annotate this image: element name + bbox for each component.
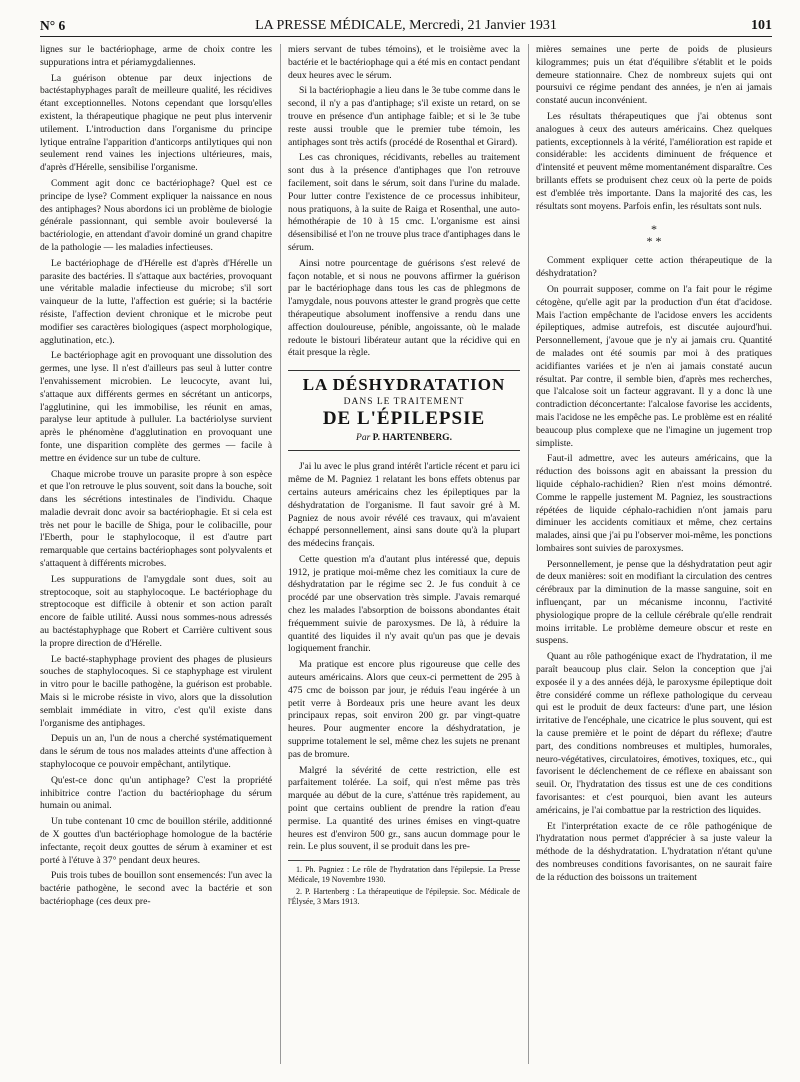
paragraph: Personnellement, je pense que la déshydratation peut agir de deux manières: soit en modifiant la circulation des centres cérébraux par la diminution de la masse sanguine, soit en influençant, par un mécanisme inconnu, l'activité physiologique propre de la cellule cérébrale qu'elle rendrait moins irritable. Le problème demeure obscur et reste en suspens. xyxy=(536,558,772,647)
paragraph: Le bactériophage de d'Hérelle est d'après d'Hérelle un parasite des bactéries. Il s'attaque aux bactéries, provoquant une véritable maladie infectieuse du microbe; s'il sort vainqueur de la lutte, l'affection est guérie; si la bactérie résiste, l'affection devient chronique et le microbe peut modifier ses caractères biologiques (aspect morphologique, agglutination, etc.). xyxy=(40,257,272,346)
section-separator: * * * xyxy=(646,222,662,249)
paragraph: La guérison obtenue par deux injections de bactéstaphyphages paraît de meilleure qualité, les récidives étant exceptionnelles. Notons cependant que lorsqu'elles existent, la thérapeutique phagique ne peut plus intervenir utilement. L'introduction dans l'organisme du principe lytique entraîne l'apparition d'anticorps antilytiques qui non seulement rend vaines les injections ultérieures, mais, d'après d'Hérelle, sensibilise l'organisme. xyxy=(40,72,272,174)
byline-prefix: Par xyxy=(356,432,371,443)
column-1 xyxy=(40,44,272,912)
column-divider xyxy=(528,44,529,1064)
issue-number: N° 6 xyxy=(40,18,66,33)
paragraph: Et l'interprétation exacte de ce rôle pathogénique de l'hydratation nous permet d'apprécier à sa juste valeur la méthode de la déshydratation. L'hydratation n'étant qu'une des nombreuses conditions favorisantes, on ne saurait faire de la réduction des boissons un traitement xyxy=(536,820,772,883)
paragraph: Le bacté-staphyphage provient des phages de plusieurs souches de staphylocoques. Si ce staphyphage est virulent in vitro pour le bacille pathogène, la guérison est probable. Mais si le microbe résiste in vivo, alors que la dissolution semblait immédiate in vitro, c'est qu'il existe dans l'organisme des antiphages. xyxy=(40,653,272,729)
footnote: 2. P. Hartenberg : La thérapeutique de l'épilepsie. Soc. Médicale de l'Élysée, 3 Mars 1913. xyxy=(288,887,520,907)
paragraph: lignes sur le bactériophage, arme de choix contre les suppurations intra et périamygdaliennes. xyxy=(40,44,272,68)
paragraph: On pourrait supposer, comme on l'a fait pour le régime cétogène, qu'elle agit par la production d'un état d'acidose. Mais l'action empêchante de l'acidose envers les accidents épileptiques, admise autrefois, est discutée aujourd'hui. Personnellement, j'avoue que je n'y ai jamais cru. Quantité de malades ont été soumis par moi à des pratiques acidifiantes variées et je n'en ai jamais constaté aucun résultat. Par contre, il semble bien, d'après mes recherches, que l'alcalose soit un facteur aggravant. Il y a donc là une contradiction déconcertante: l'alcalose favorise les accidents, mais l'acidose ne les empêche pas. Le problème est en réalité beaucoup plus complexe que ne l'imagine un jugement trop simpliste. xyxy=(536,283,772,449)
paragraph: Les résultats thérapeutiques que j'ai obtenus sont analogues à ceux des auteurs américains. Chez quelques patients, exceptionnels à la vérité, l'amélioration est rapide et considérable: les accidents diminuent de fréquence et d'intensité et peuvent même momentanément disparaître. Ces brillants effets se produisent chez ceux où la perte de poids est d'emblée très importante. Dans la majorité des cas, les résultats sont moyens. Parfois enfin, les résultats sont nuls. xyxy=(536,110,772,212)
paragraph: J'ai lu avec le plus grand intérêt l'article récent et paru ici même de M. Pagniez 1 relatant les bons effets obtenus par certains auteurs américains chez les épileptiques par la déshydratation de l'organisme. Il faut savoir gré à M. Pagniez de nous avoir révélé ces travaux, qui m'avaient échappé personnellement, ainsi sans doute qu'à la plupart des médecins français. xyxy=(288,461,520,550)
paragraph: Les suppurations de l'amygdale sont dues, soit au streptocoque, soit au staphylocoque. Le bactériophage du streptocoque est difficile à obtenir et son action paraît encore de faible utilité. Aussi nous sommes-nous adressés au bactéstaphyphage que Robert et Carrière cultivent sous la propre direction de d'Hérelle. xyxy=(40,573,272,649)
footnotes xyxy=(288,860,520,907)
column-3 xyxy=(536,44,772,888)
article-byline xyxy=(288,432,520,445)
paragraph: Quant au rôle pathogénique exact de l'hydratation, il me paraît beaucoup plus clair. Selon la conception que j'ai exposée il y a des années déjà, le paroxysme épileptique doit être considéré comme un réflexe pathologique du cerveau qui est le produit de deux facteurs: d'une part, une lésion irritative de l'encéphale, une cicatrice le plus souvent, qui est la cause première et le point de départ du réflexe; d'autre part, des conditions nombreuses et multiples, humorales, neuro-végétatives, circulatoires, émotives, toxiques, etc., qui favorisent le déclenchement de ce réflexe en abaissant son seuil. Or, l'hydratation des tissus est une de ces conditions favorisantes: et c'est pourquoi, bien avant les auteurs américains, je l'ai combattue par la restriction des liquides. xyxy=(536,651,772,816)
header-rule xyxy=(40,36,772,37)
article-title-block xyxy=(288,370,520,451)
article-author: P. HARTENBERG. xyxy=(372,432,452,443)
paragraph: Comment agit donc ce bactériophage? Quel est ce principe de lyse? Comment expliquer la naissance en nous des antiphages? Nous abordons ici un problème de biologie générale passionnant, qui semble avoir bouleversé la bactériologie, en attendant d'avoir dominé un grand chapitre de la pathologie — les maladies infectieuses. xyxy=(40,177,272,253)
paragraph: Les cas chroniques, récidivants, rebelles au traitement sont dus à la présence d'antiphages que l'on retrouve facilement, soit dans le sérum, soit dans l'urine du malade. Pour lutter contre l'existence de ce processus inhibiteur, nous pratiquons, à la suite de Raiga et Rosenthal, une auto-hémothérapie de 10 à 15 cmc. L'organisme est ainsi désensibilisé et l'on ne trouve plus trace d'antiphages dans le sérum. xyxy=(288,152,520,253)
paragraph: Si la bactériophagie a lieu dans le 3e tube comme dans le second, il n'y a pas d'antiphage; s'il existe un retard, on se trouve en présence d'un antiphage faible; et si le 3e tube reste aussi trouble que le premier tube témoin, les antiphages sont très actifs (procédé de Rosenthal et Girard). xyxy=(288,85,520,148)
paragraph: Un tube contenant 10 cmc de bouillon stérile, additionné de X gouttes d'un bactériophage homologue de la bactérie infectante, reçoit deux gouttes de sérum à examiner et est porté à l'étuve à 37° pendant deux heures. xyxy=(40,816,272,866)
article-title: LA DÉSHYDRATATION xyxy=(302,375,506,395)
paragraph: Depuis un an, l'un de nous a cherché systématiquement dans le sérum de tous nos malades atteints d'une affection à staphylocoque ce pouvoir empêchant, antilytique. xyxy=(40,733,272,771)
article-subtitle: DANS LE TRAITEMENT xyxy=(343,396,465,407)
paragraph: Malgré la sévérité de cette restriction, elle est parfaitement tolérée. La soif, qui n'est même pas très marquée au début de la cure, s'atténue très rapidement, au point que certains oublient de prendre la ration d'eau permise. La quantité des urines émises en vingt-quatre heures est d'environ 500 gr., sans aucun dommage pour le rein. Le plus souvent, il se produit dans les pre- xyxy=(288,764,520,853)
paragraph: Ma pratique est encore plus rigoureuse que celle des auteurs américains. Alors que ceux-ci permettent de 295 à 475 cmc de boisson par jour, je réduis l'eau ingérée à un petit verre à Bordeaux pris une heure avant les deux principaux repas, soit environ 200 gr. par vingt-quatre heures. Pour augmenter encore la déshydratation, je supprime totalement le sel, même chez les sujets ne prenant pas de bromure. xyxy=(288,659,520,760)
journal-title: LA PRESSE MÉDICALE, Mercredi, 21 Janvier 1931 xyxy=(255,18,557,33)
paragraph: miers servant de tubes témoins), et le troisième avec la bactérie et le bactériophage qui a été mis en contact pendant deux heures avec le sérum. xyxy=(288,44,520,81)
paragraph: Chaque microbe trouve un parasite propre à son espèce et que l'on retrouve le plus souvent, soit dans la bouche, soit dans les sécrétions intestinales de l'individu. Chaque maladie devrait donc avoir sa bactériophagie. Et si cela est très net pour le bacille de Shiga, pour le colibacille, pour l'Eberth, pour le staphylocoque, il est d'autre part remarquable que certains bactériophages sont polyvalents et s'attaquent à différents microbes. xyxy=(40,468,272,570)
paragraph: Qu'est-ce donc qu'un antiphage? C'est la propriété inhibitrice contre l'action du bactériophage du sérum humain ou animal. xyxy=(40,774,272,812)
paragraph: Le bactériophage agit en provoquant une dissolution des germes, une lyse. Il n'est d'ailleurs pas seul à lutter contre l'envahissement microbien. Le leucocyte, avant lui, s'attaque aux différents germes en sécrétant un anticorps, l'agglutinine, qui les immobilise, les réunit en amas, paralyse leur aptitude à pulluler. La bactériolyse survient après le phénomène d'agglutination en provoquant une fonte, une disparition complète des germes — facile à mettre en évidence sur un tube de culture. xyxy=(40,350,272,464)
page-number: 101 xyxy=(751,18,772,33)
paragraph: Puis trois tubes de bouillon sont ensemencés: l'un avec la bactérie pathogène, le second avec la bactérie et son bactériophage (ces deux pre- xyxy=(40,870,272,907)
paragraph: mières semaines une perte de poids de plusieurs kilogrammes; puis un état d'équilibre s'établit et le poids demeure stationnaire. Chez de nombreux sujets qui ont poursuivi ce régime pendant des années, je n'en ai jamais constaté aucun inconvénient. xyxy=(536,44,772,107)
paragraph: Faut-il admettre, avec les auteurs américains, que la réduction des boissons agit en abaissant la pression du liquide céphalo-rachidien? Rien n'est moins démontré. Comme le rappelle justement M. Pagniez, les soustractions répétées de liquide céphalo-rachidien n'ont jamais paru diminuer les accidents comitiaux et même, chez certains malades, ainsi que j'ai pu l'observer moi-même, les ponctions lombaires sont suivies de paroxysmes. xyxy=(536,453,772,554)
column-divider xyxy=(280,44,281,1064)
paragraph: Cette question m'a d'autant plus intéressé que, depuis 1912, je pratique moi-même chez les comitiaux la cure de déshydratation par le régime sec 2. Je fus conduit à ce procédé par une observation très simple. J'avais remarqué chez les malades l'absorption de boissons abondantes était fréquemment suivie de paroxysmes. De là, à réduire la quantité des liquides il n'y avait qu'un pas que je devais logiquement franchir. xyxy=(288,553,520,655)
paragraph: Ainsi notre pourcentage de guérisons s'est relevé de façon notable, et si nous ne pouvons affirmer la guérison par le bactériophage dans tous les cas de phlegmons de l'amygdale, nous pouvons attester le grand progrès que cette thérapeutique absolument inoffensive a rendu dans une affection douloureuse, pénible, angoissante, où le malade redoute le bistouri libérateur autant que la récidive qui en était presque la règle. xyxy=(288,257,520,359)
column-2 xyxy=(288,44,520,909)
paragraph: Comment expliquer cette action thérapeutique de la déshydratation? xyxy=(536,255,772,280)
footnote: 1. Ph. Pagniez : Le rôle de l'hydratation dans l'épilepsie. La Presse Médicale, 19 Novembre 1930. xyxy=(288,865,520,885)
article-title-main: DE L'ÉPILEPSIE xyxy=(322,407,486,429)
page-header xyxy=(40,12,772,38)
